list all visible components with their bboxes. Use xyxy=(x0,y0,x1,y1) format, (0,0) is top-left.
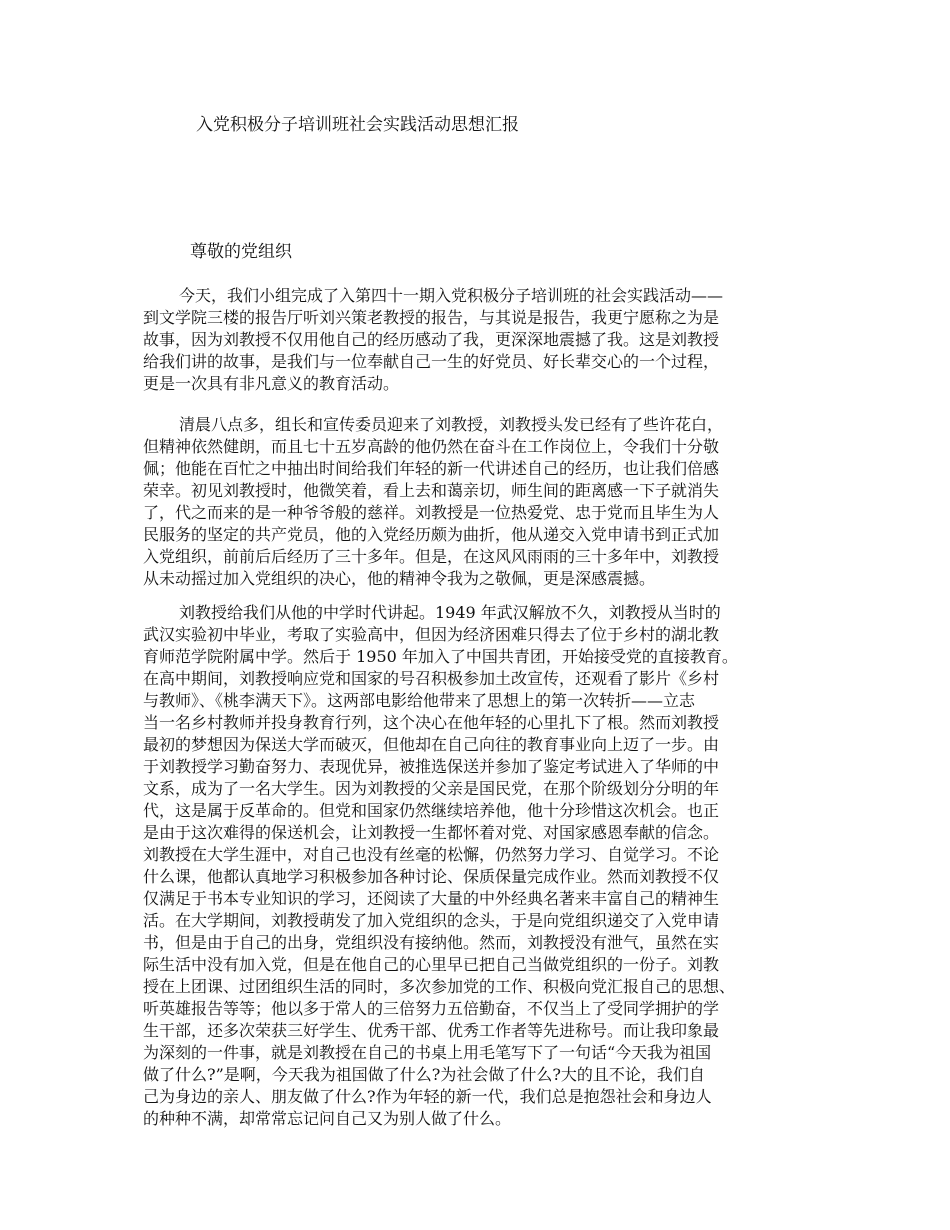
paragraph-line: 际生活中没有加入党，但是在他自己的心里早已把自己当做党组织的一份子。刘教 xyxy=(143,955,720,974)
paragraph-line: 武汉实验初中毕业，考取了实验高中，但因为经济困难只得去了位于乡村的湖北教 xyxy=(143,625,720,644)
paragraph-1 xyxy=(143,285,818,395)
paragraph-line: 到文学院三楼的报告厅听刘兴策老教授的报告，与其说是报告，我更宁愿称之为是 xyxy=(143,308,720,327)
paragraph-line: 是由于这次难得的保送机会，让刘教授一生都怀着对党、对国家感恩奉献的信念。 xyxy=(143,823,720,842)
paragraph-line: 在高中期间，刘教授响应党和国家的号召积极参加土改宣传，还观看了影片《乡村 xyxy=(143,669,720,688)
paragraph-line: 做了什么?”是啊，今天我为祖国做了什么?为社会做了什么?大的且不论，我们自 xyxy=(143,1065,705,1084)
paragraph-line: 民服务的坚定的共产党员，他的入党经历颇为曲折，他从递交入党申请书到正式加 xyxy=(143,525,720,544)
document-title: 入党积极分子培训班社会实践活动思想汇报 xyxy=(196,115,519,135)
paragraph-line: 为深刻的一件事，就是刘教授在自己的书桌上用毛笔写下了一句话“今天我为祖国 xyxy=(143,1043,712,1062)
paragraph-line: 故事，因为刘教授不仅用他自己的经历感动了我，更深深地震撼了我。这是刘教授 xyxy=(143,330,720,349)
paragraph-line: 入党组织，前前后后经历了三十多年。但是，在这风风雨雨的三十多年中，刘教授 xyxy=(143,547,720,566)
paragraph-line: 今天，我们小组完成了入第四十一期入党积极分子培训班的社会实践活动—— xyxy=(179,286,724,305)
paragraph-line: 文系，成为了一名大学生。因为刘教授的父亲是国民党，在那个阶级划分分明的年 xyxy=(143,779,720,798)
paragraph-2 xyxy=(143,414,818,590)
paragraph-line: 佩；他能在百忙之中抽出时间给我们年轻的新一代讲述自己的经历，也让我们倍感 xyxy=(143,459,720,478)
paragraph-line: 听英雄报告等等；他以多于常人的三倍努力五倍勤奋，不仅当上了受同学拥护的学 xyxy=(143,999,720,1018)
paragraph-line: 最初的梦想因为保送大学而破灭，但他却在自己向往的教育事业向上迈了一步。由 xyxy=(143,735,720,754)
paragraph-line: 的种种不满，却常常忘记问自己又为别人做了什么。 xyxy=(143,1109,512,1128)
paragraph-line: 与教师》、《桃李满天下》。这两部电影给他带来了思想上的第一次转折——立志 xyxy=(143,691,696,710)
paragraph-line: 清晨八点多，组长和宣传委员迎来了刘教授，刘教授头发已经有了些许花白， xyxy=(179,415,724,434)
paragraph-line: 刘教授在大学生涯中，对自己也没有丝毫的松懈，仍然努力学习、自觉学习。不论 xyxy=(143,845,720,864)
paragraph-line: 更是一次具有非凡意义的教育活动。 xyxy=(143,374,400,393)
paragraph-line: 给我们讲的故事，是我们与一位奉献自己一生的好党员、好长辈交心的一个过程， xyxy=(143,352,720,371)
paragraph-line: 育师范学院附属中学。然后于 1950 年加入了中国共青团，开始接受党的直接教育。 xyxy=(143,647,738,666)
paragraph-line: 代，这是属于反革命的。但党和国家仍然继续培养他，他十分珍惜这次机会。也正 xyxy=(143,801,720,820)
paragraph-line: 荣幸。初见刘教授时，他微笑着，看上去和蔼亲切，师生间的距离感一下子就消失 xyxy=(143,481,720,500)
paragraph-line: 刘教授给我们从他的中学时代讲起。1949 年武汉解放不久，刘教授从当时的 xyxy=(179,603,721,622)
paragraph-line: 什么课，他都认真地学习积极参加各种讨论、保质保量完成作业。然而刘教授不仅 xyxy=(143,867,720,886)
paragraph-line: 生干部，还多次荣获三好学生、优秀干部、优秀工作者等先进称号。而让我印象最 xyxy=(143,1021,720,1040)
paragraph-line: 从未动摇过加入党组织的决心，他的精神令我为之敬佩，更是深感震撼。 xyxy=(143,569,656,588)
paragraph-line: 了，代之而来的是一种爷爷般的慈祥。刘教授是一位热爱党、忠于党而且毕生为人 xyxy=(143,503,720,522)
paragraph-line: 但精神依然健朗，而且七十五岁高龄的他仍然在奋斗在工作岗位上，令我们十分敬 xyxy=(143,437,720,456)
salutation: 尊敬的党组织 xyxy=(190,242,292,262)
paragraph-3 xyxy=(143,602,818,1130)
paragraph-line: 己为身边的亲人、朋友做了什么?作为年轻的新一代，我们总是抱怨社会和身边人 xyxy=(143,1087,712,1106)
paragraph-line: 当一名乡村教师并投身教育行列，这个决心在他年轻的心里扎下了根。然而刘教授 xyxy=(143,713,720,732)
paragraph-line: 书，但是由于自己的出身，党组织没有接纳他。然而，刘教授没有泄气，虽然在实 xyxy=(143,933,720,952)
paragraph-line: 授在上团课、过团组织生活的同时，多次参加党的工作、积极向党汇报自己的思想、 xyxy=(143,977,736,996)
paragraph-line: 仅满足于书本专业知识的学习，还阅读了大量的中外经典名著来丰富自己的精神生 xyxy=(143,889,720,908)
paragraph-line: 于刘教授学习勤奋努力、表现优异，被推选保送并参加了鉴定考试进入了华师的中 xyxy=(143,757,720,776)
paragraph-line: 活。在大学期间，刘教授萌发了加入党组织的念头，于是向党组织递交了入党申请 xyxy=(143,911,720,930)
